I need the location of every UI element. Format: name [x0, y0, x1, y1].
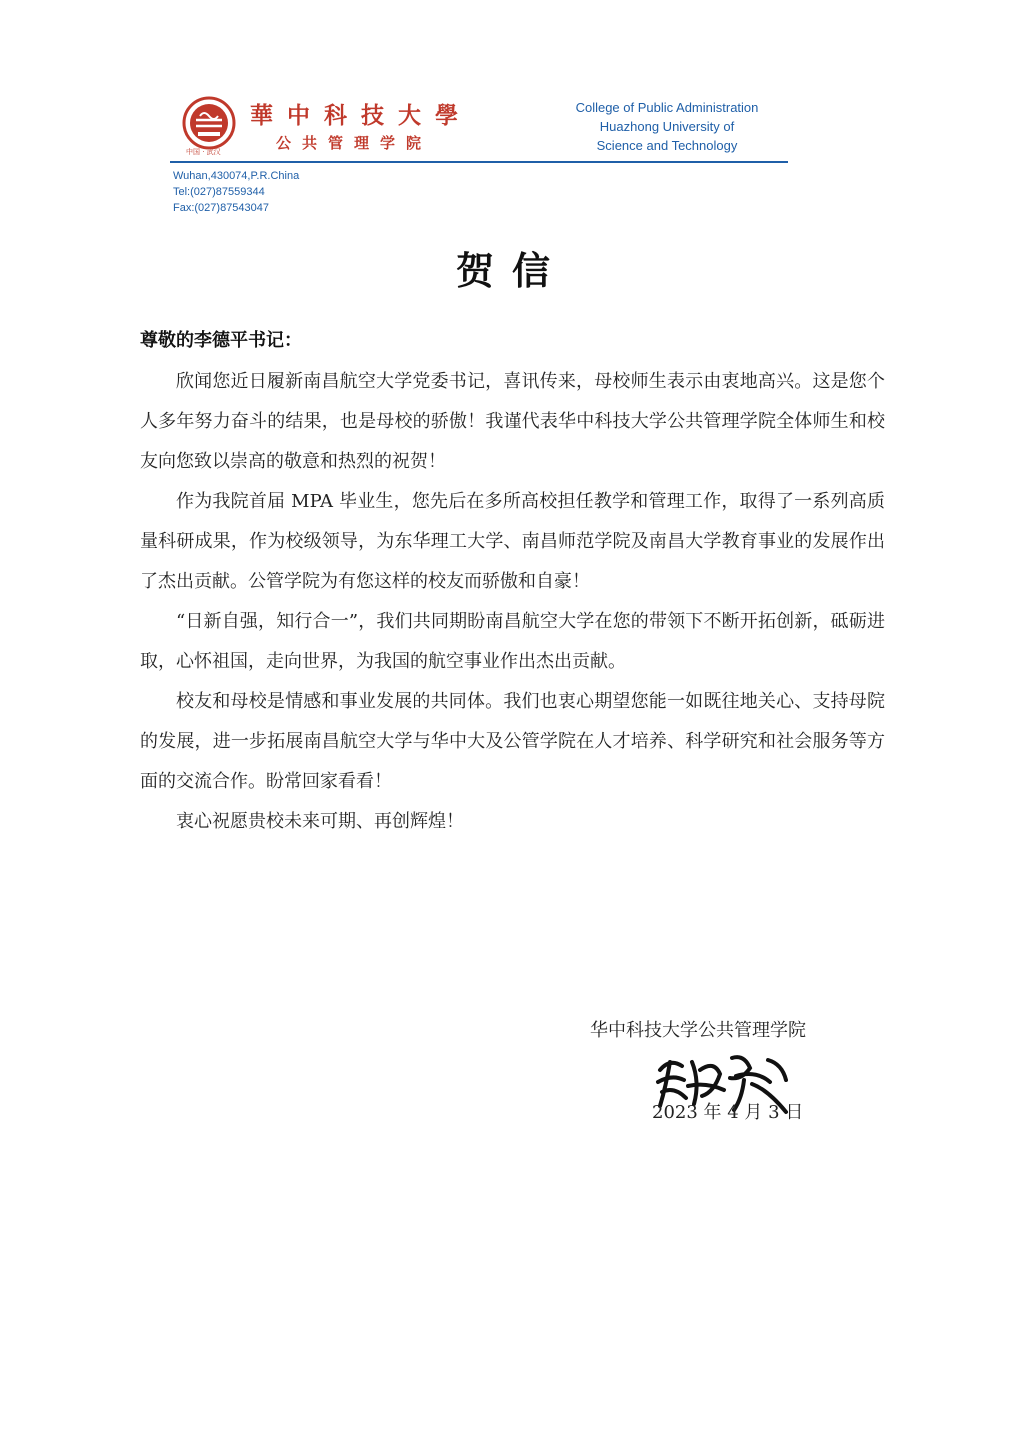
header-divider [170, 161, 788, 163]
body-paragraph: 欣闻您近日履新南昌航空大学党委书记，喜讯传来，母校师生表示由衷地高兴。这是您个人多年努力奋斗的结果，也是母校的骄傲！我谨代表华中科技大学公共管理学院全体师生和校友向您致以崇高的敬意和热烈的祝贺！ [140, 371, 885, 472]
body-paragraph: 作为我院首届 MPA 毕业生，您先后在多所高校担任教学和管理工作，取得了一系列高质量科研成果，作为校级领导，为东华理工大学、南昌师范学院及南昌大学教育事业的发展作出了杰出贡献。公管学院为有您这样的校友而骄傲和自豪！ [140, 491, 885, 592]
address-line: Wuhan,430074,P.R.China [173, 170, 300, 182]
school-name-en-line: Huazhong University of [599, 119, 735, 134]
letter-body [140, 362, 885, 842]
phone-line: Tel:(027)87559344 [173, 186, 265, 198]
university-name-zh: 華中科技大學 [250, 102, 472, 129]
university-logo-icon [182, 96, 236, 150]
school-name-zh: 公共管理学院 [276, 134, 433, 152]
body-paragraph: “日新自强，知行合一”，我们共同期盼南昌航空大学在您的带领下不断开拓创新，砥砺进取，心怀祖国，走向世界，为我国的航空事业作出杰出贡献。 [140, 611, 885, 672]
signatory-organization: 华中科技大学公共管理学院 [590, 1020, 806, 1041]
logo-caption: 中国 · 武汉 [186, 148, 221, 156]
school-name-en [556, 98, 778, 155]
contact-info [173, 168, 299, 216]
body-paragraph: 校友和母校是情感和事业发展的共同体。我们也衷心期望您能一如既往地关心、支持母院的发展，进一步拓展南昌航空大学与华中大及公管学院在人才培养、科学研究和社会服务等方面的交流合作。盼常回家看看！ [140, 691, 885, 792]
school-name-en-line: Science and Technology [596, 138, 738, 153]
fax-line: Fax:(027)87543047 [173, 202, 270, 214]
letterhead [0, 0, 1024, 230]
school-name-en-line: College of Public Administration [575, 100, 759, 115]
letter-date: 2023 年 4 月 3 日 [652, 1102, 804, 1123]
closing-wish: 衷心祝愿贵校未来可期、再创辉煌！ [176, 811, 464, 832]
salutation: 尊敬的李德平书记： [140, 330, 302, 351]
letter-title: 贺信 [455, 248, 568, 293]
